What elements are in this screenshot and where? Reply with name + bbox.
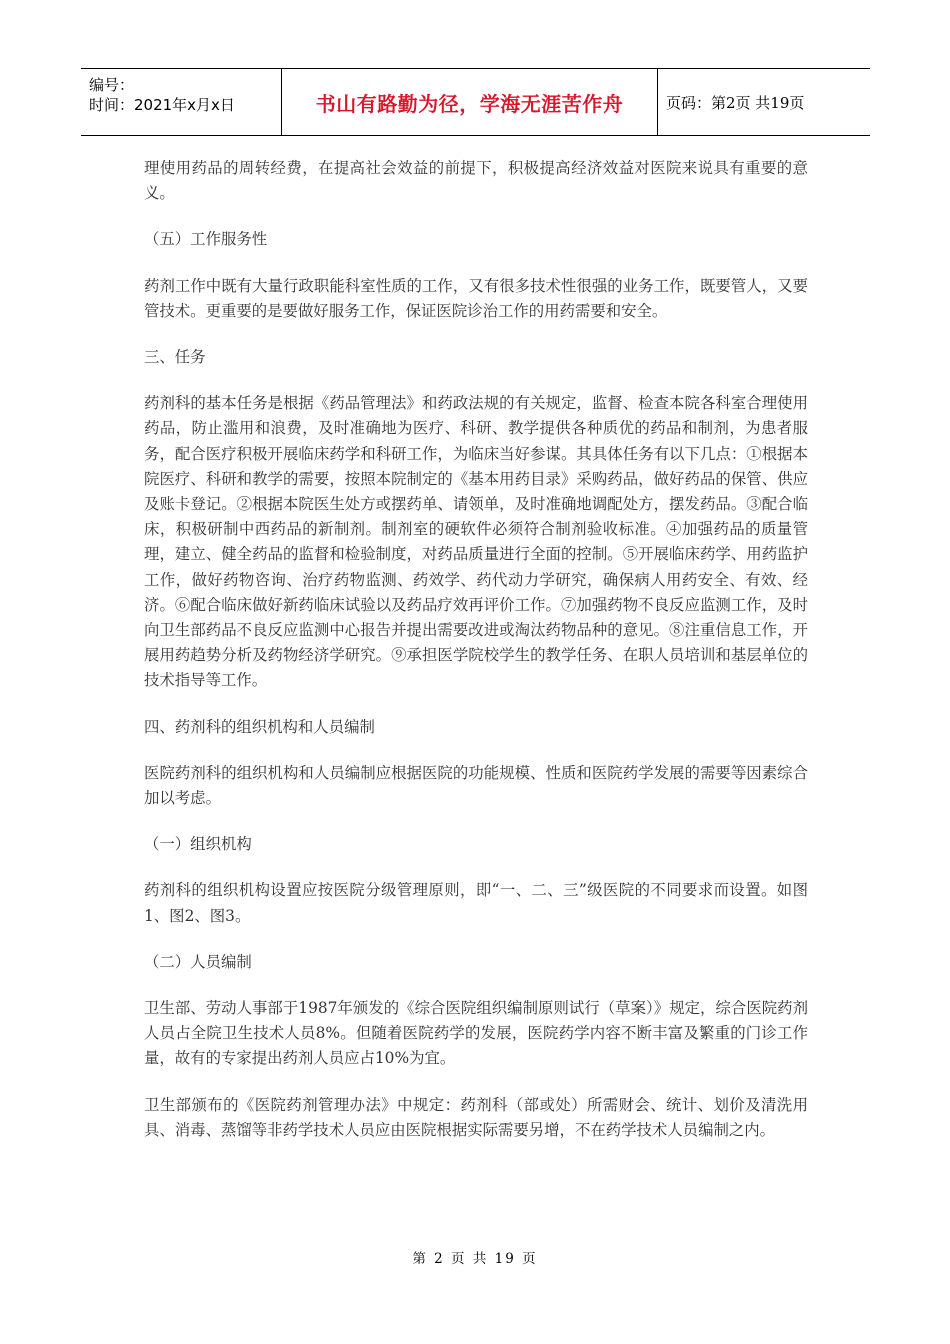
document-code-label: 编号： (89, 76, 135, 94)
document-body (144, 156, 808, 1164)
motto-text: 书山有路勤为径，学海无涯苦作舟 (315, 91, 624, 116)
paragraph-organization-intro: 医院药剂科的组织机构和人员编制应根据医院的功能规模、性质和医院药学发展的需要等因素综合加以考虑。 (144, 763, 808, 808)
header-page-cell (658, 69, 870, 135)
section-heading-tasks: 三、任务 (144, 348, 206, 367)
header-motto-cell (281, 69, 658, 135)
paragraph-staffing-rules: 卫生部颁布的《医院药剂管理办法》中规定：药剂科（部或处）所需财会、统计、划价及清洗用具、消毒、蒸馏等非药学技术人员应由医院根据实际需要另增，不在药学技术人员编制之内。 (144, 1095, 808, 1139)
header-page-label: 页码：第2页 共19页 (666, 93, 805, 112)
subheading-structure: （一）组织机构 (144, 835, 252, 854)
paragraph-staffing-ratio: 卫生部、劳动人事部于1987年颁发的《综合医院组织编制原则试行（草案）》规定，综合医院药剂人员占全院卫生技术人员8%。但随着医院药学的发展，医院药学内容不断丰富及繁重的门诊工作量，故有的专家提出药剂人员应占10%为宜。 (144, 999, 808, 1068)
document-header (81, 68, 870, 136)
paragraph-service: 药剂工作中既有大量行政职能科室性质的工作，又有很多技术性很强的业务工作，既要管人，又要管技术。更重要的是要做好服务工作，保证医院诊治工作的用药需要和安全。 (144, 276, 808, 320)
paragraph-continuation: 理使用药品的周转经费，在提高社会效益的前提下，积极提高经济效益对医院来说具有重要的意义。 (144, 159, 808, 203)
section-heading-organization: 四、药剂科的组织机构和人员编制 (144, 717, 375, 736)
subheading-service: （五）工作服务性 (144, 230, 268, 249)
page-footer: 第 2 页 共 19 页 (412, 1251, 538, 1267)
paragraph-structure: 药剂科的组织机构设置应按医院分级管理原则，即“一、二、三”级医院的不同要求而设置。如图1、图2、图3。 (144, 881, 808, 925)
paragraph-tasks: 药剂科的基本任务是根据《药品管理法》和药政法规的有关规定，监督、检查本院各科室合理使用药品，防止滥用和浪费，及时准确地为医疗、科研、教学提供各种质优的药品和制剂，为患者服务，配合医疗积极开展临床药学和科研工作，为临床当好参谋。其具体任务有以下几点：①根据本院医疗、科研和教学的需要，按照本院制定的《基本用药目录》采购药品，做好药品的保管、供应及账卡登记。②根据本院医生处方或摆药单、请领单，及时准确地调配处方，摆发药品。③配合临床，积极研制中西药品的新制剂。制剂室的硬软件必须符合制剂验收标准。④加强药品的质量管理，建立、健全药品的监督和检验制度，对药品质量进行全面的控制。⑤开展临床药学、用药监护工作，做好药物咨询、治疗药物监测、药效学、药代动力学研究，确保病人用药安全、有效、经济。⑥配合临床做好新药临床试验以及药品疗效再评价工作。⑦加强药物不良反应监测工作，及时向卫生部药品不良反应监测中心报告并提出需要改进或淘汰药物品种的意见。⑧注重信息工作，开展用药趋势分析及药物经济学研究。⑨承担医学院校学生的教学任务、在职人员培训和基层单位的技术指导等工作。 (144, 394, 808, 690)
header-meta (81, 69, 281, 135)
subheading-staffing: （二）人员编制 (144, 952, 252, 971)
document-time-label: 时间：2021年x月x日 (89, 96, 235, 114)
